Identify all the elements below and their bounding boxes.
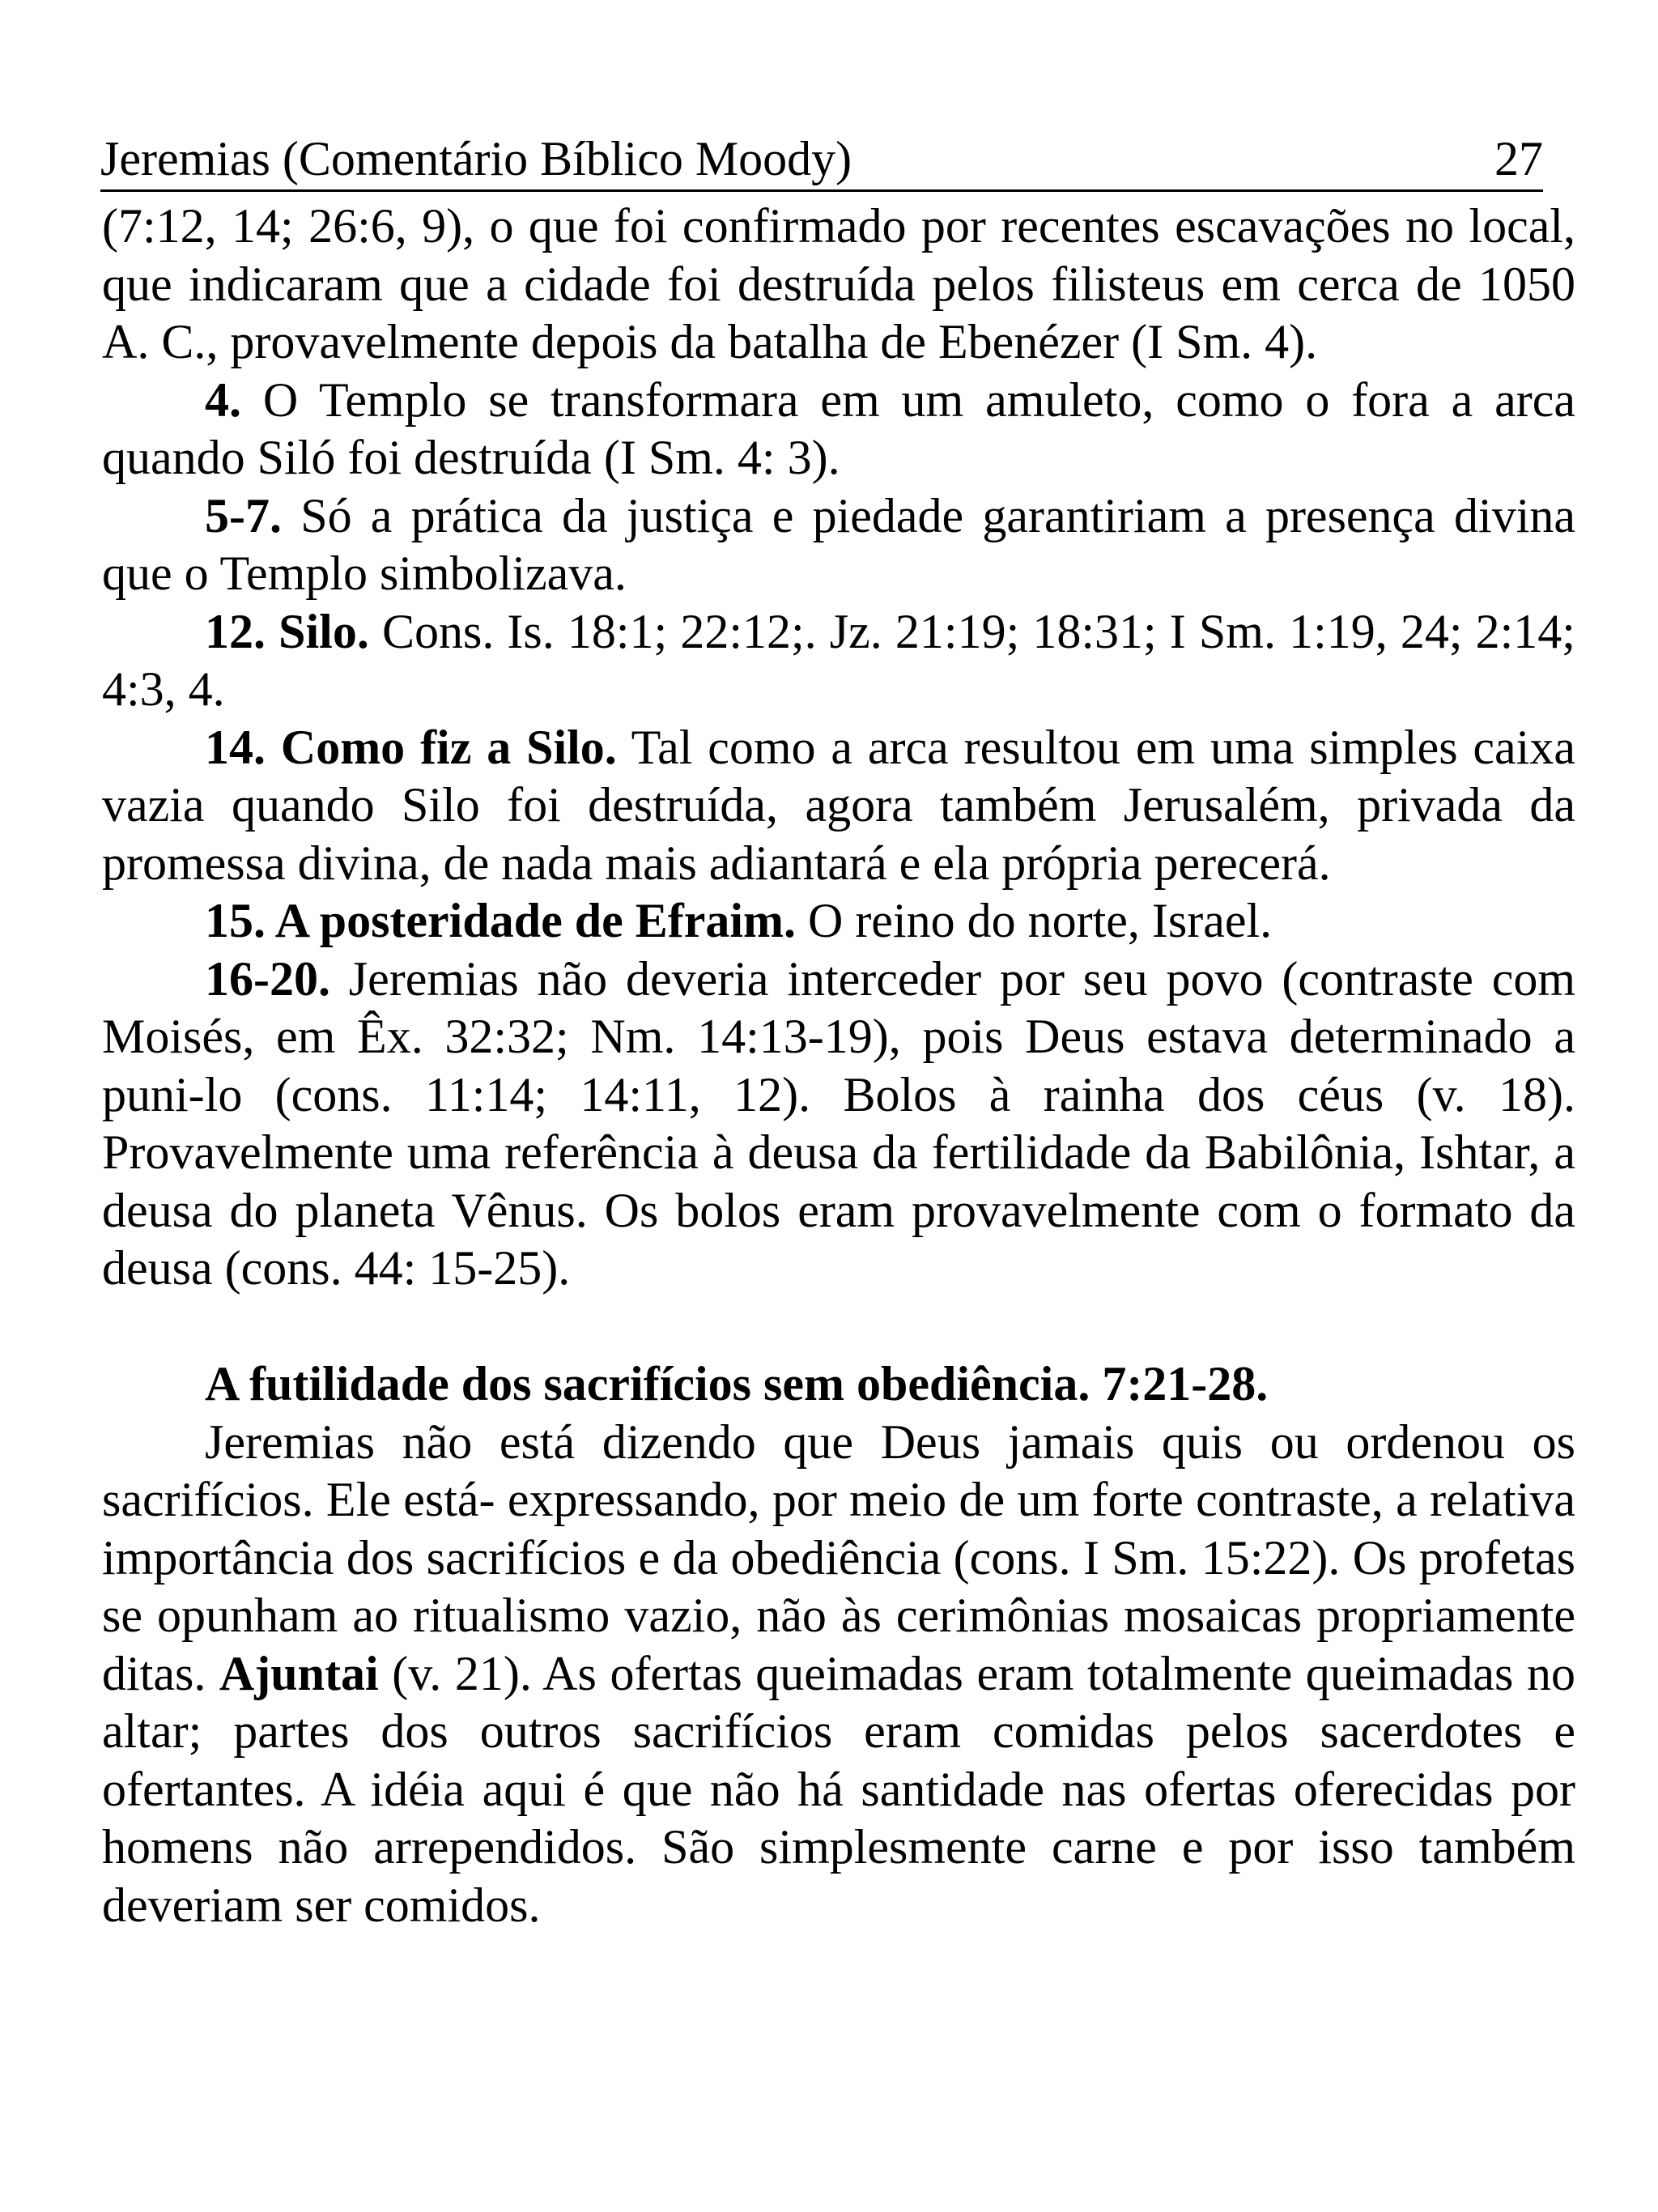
header-title: Jeremias (Comentário Bíblico Moody) xyxy=(100,132,852,185)
paragraph-section-body xyxy=(102,1414,1575,1935)
page-number: 27 xyxy=(1494,132,1543,185)
verse-label: 5-7. xyxy=(205,488,282,542)
verse-label: 16-20. xyxy=(205,951,330,1006)
paragraph-verse-5-7 xyxy=(102,487,1575,603)
paragraph-text: Tal como a arca resultou em uma simples caixa vazia quando Silo foi destruída, agora também Jerusalém, privada da promessa divina, de nada mais adiantará e ela própria perecerá. xyxy=(102,720,1575,890)
paragraph-text: O Templo se transformara em um amuleto, como o fora a arca quando Siló foi destruída (I Sm. 4: 3). xyxy=(102,372,1575,484)
paragraph-verse-4 xyxy=(102,372,1575,487)
paragraph-verse-15 xyxy=(102,892,1575,951)
paragraph-text: (7:12, 14; 26:6, 9), o que foi confirmado por recentes escavações no local, que indicaram que a cidade foi destruída pelos filisteus em cerca de 1050 A. C., provavelmente depois da batalha de Ebenézer (I Sm. 4). xyxy=(102,199,1575,368)
verse-label: 12. Silo. xyxy=(205,604,369,658)
paragraph-text: O reino do norte, Israel. xyxy=(796,894,1273,947)
verse-label: 14. Como fiz a Silo. xyxy=(205,720,617,774)
paragraph-text: Cons. Is. 18:1; 22:12;. Jz. 21:19; 18:31; I Sm. 1:19, 24; 2:14; 4:3, 4. xyxy=(102,604,1575,716)
paragraph-text: Jeremias não está dizendo que Deus jamais quis ou ordenou os sacrifícios. Ele está- expressando, por meio de um forte contraste, a relativa importância dos sacrifícios e da obediência (cons. I Sm. 15:22). Os profetas se opunham ao ritualismo vazio, não às cerimônias mosaicas propriamente ditas. xyxy=(102,1414,1575,1700)
paragraph-verse-14 xyxy=(102,719,1575,893)
body-text xyxy=(102,198,1575,1934)
paragraph-text: Só a prática da justiça e piedade garantiriam a presença divina que o Templo simbolizava. xyxy=(102,488,1575,600)
paragraph-text: Jeremias não deveria interceder por seu povo (contraste com Moisés, em Êx. 32:32; Nm. 14:13-19), pois Deus estava determinado a puni-lo (cons. 11:14; 14:11, 12). Bolos à rainha dos céus (v. 18). Provavelmente uma referência à deusa da fertilidade da Babilônia, Ishtar, a deusa do planeta Vênus. Os bolos eram provavelmente com o formato da deusa (cons. 44: 15-25). xyxy=(102,951,1575,1295)
keyword-ajuntai: Ajuntai xyxy=(219,1646,379,1700)
section-heading: A futilidade dos sacrifícios sem obediência. 7:21-28. xyxy=(205,1357,1269,1410)
verse-label: 4. xyxy=(205,372,241,427)
paragraph-verse-16-20 xyxy=(102,951,1575,1298)
paragraph-continuation xyxy=(102,198,1575,372)
paragraph-text: (v. 21). As ofertas queimadas eram totalmente queimadas no altar; partes dos outros sacrifícios eram comidas pelos sacerdotes e ofertantes. A idéia aqui é que não há santidade nas ofertas oferecidas por homens não arrependidos. São simplesmente carne e por isso também deveriam ser comidos. xyxy=(102,1646,1575,1932)
paragraph-verse-12 xyxy=(102,603,1575,719)
running-header xyxy=(100,128,1543,192)
verse-label: 15. A posteridade de Efraim. xyxy=(205,894,796,947)
